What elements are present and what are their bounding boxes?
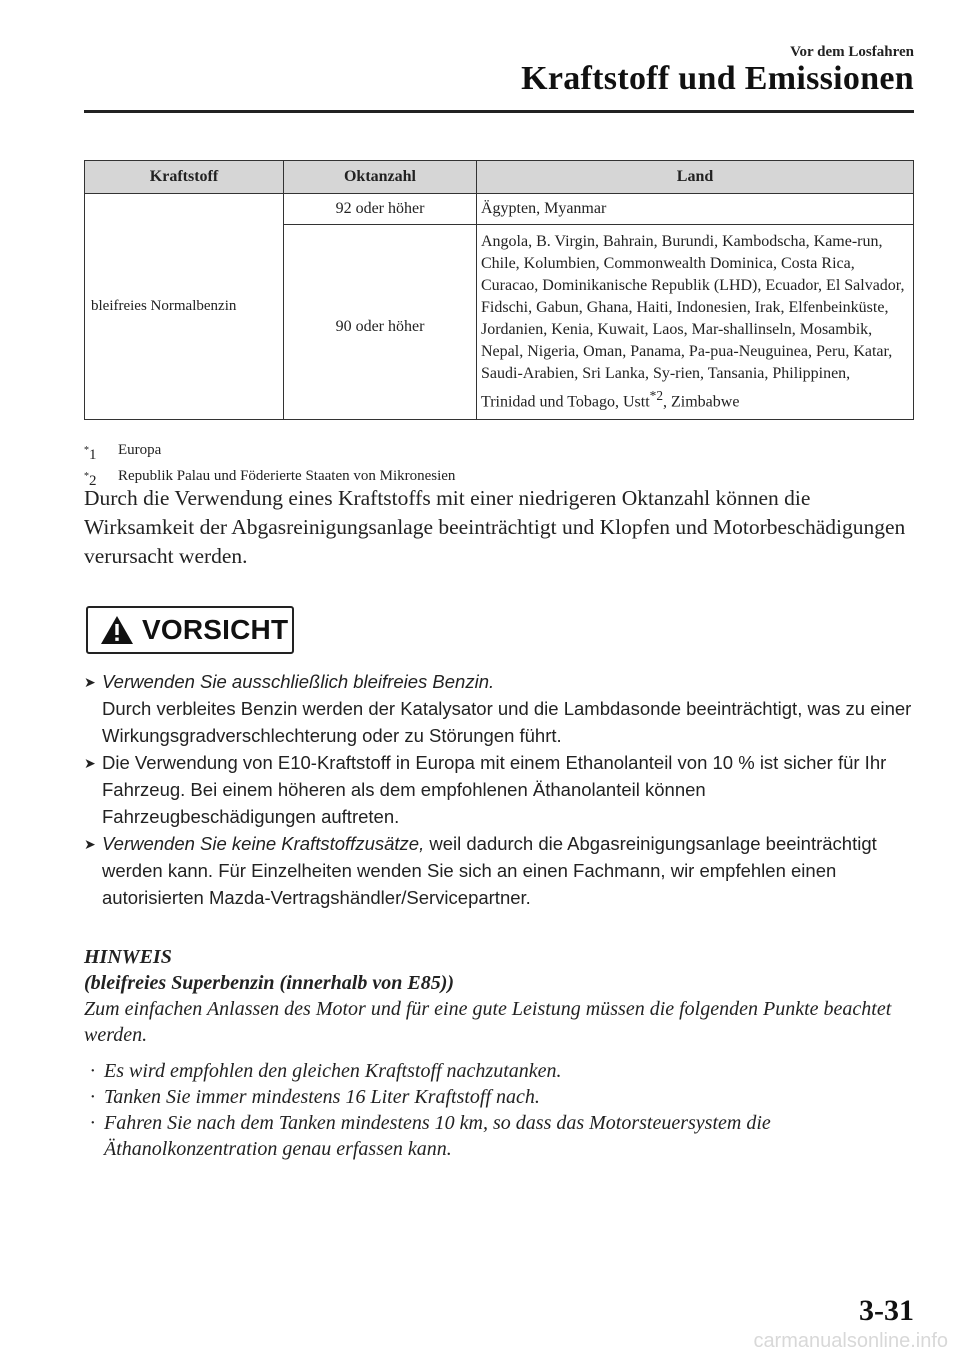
arrow-right-icon: ➤: [84, 674, 96, 690]
warning-badge: [86, 606, 294, 654]
caution-text: Die Verwendung von E10-Kraftstoff in Europa mit einem Ethanolanteil von 10 % ist sicher für Ihr Fahrzeug. Bei einem höheren als dem empfohlenen Äthanolanteil können Fahrzeugbeschädigungen auftreten.: [102, 752, 887, 827]
arrow-right-icon: ➤: [84, 755, 96, 771]
octane-cell: 92 oder höher: [284, 194, 477, 225]
octane-cell: 90 oder höher: [284, 225, 477, 420]
caution-item: [84, 668, 914, 749]
table-header-row: [85, 161, 914, 194]
note-text: Zum einfachen Anlassen des Motor und für eine gute Leistung müssen die folgenden Punkte beachtet werden.: [84, 998, 892, 1046]
fuel-octane-table: [84, 160, 914, 420]
column-header-fuel: Kraftstoff: [85, 161, 284, 194]
country-list: Angola, B. Virgin, Bahrain, Burundi, Kambodscha, Kame-run, Chile, Kolumbien, Commonwealth Dominica, Costa Rica, Curacao, Dominikanische Republik (LHD), Ecuador, El Salvador, Fidschi, Gabun, Ghana, Haiti, Indonesien, Irak, Elfenbeinküste, Jordanien, Kenia, Kuwait, Laos, Mar-shallinseln, Mosambik, Nepal, Nigeria, Oman, Panama, Pa-pua-Neuguinea, Peru, Katar, Saudi-Arabien, Sri Lanka, Sy-rien, Tansania, Philippinen, Trinidad und Tobago, Ustt: [481, 233, 905, 411]
caution-text: Durch verbleites Benzin werden der Katalysator und die Lambdasonde beeinträchtigt, was zu einer Wirkungsgradverschlechterung oder zu Störungen führt.: [102, 698, 912, 746]
country-list-end: , Zimbabwe: [663, 393, 740, 411]
arrow-right-icon: ➤: [84, 836, 96, 852]
intro-paragraph: Durch die Verwendung eines Kraftstoffs mit einer niedrigeren Oktanzahl können die Wirksamkeit der Abgasreinigungsanlage beeinträchtigt und Klopfen und Motorbeschädigungen verursacht werden.: [84, 486, 906, 568]
caution-lead: Verwenden Sie keine Kraftstoffzusätze,: [102, 833, 425, 854]
table-row: [85, 194, 914, 225]
list-item: · Fahren Sie nach dem Tanken mindestens 10 km, so dass das Motorsteuersystem die Äthanolkonzentration genau erfassen kann.: [90, 1112, 771, 1160]
list-item: · Tanken Sie immer mindestens 16 Liter Kraftstoff nach.: [90, 1086, 540, 1108]
bullet-icon: ·: [90, 1086, 95, 1108]
fuel-cell: bleifreies Normalbenzin: [85, 194, 284, 420]
column-header-country: Land: [477, 161, 914, 194]
caution-text: weil dadurch die Abgasreinigungsanlage beeinträchtigt werden kann. Für Einzelheiten wenden Sie sich an einen Fachmann, wir empfehlen einen autorisierten Mazda-Vertragshändler/Servicepartner.: [102, 833, 877, 908]
page-number: 3-31: [859, 1294, 914, 1327]
page-title: Kraftstoff und Emissionen: [521, 60, 914, 97]
caution-item: [84, 830, 914, 911]
warning-label: VORSICHT: [142, 614, 289, 645]
caution-item: [84, 749, 914, 830]
note-section: [84, 944, 914, 1162]
note-subheading: (bleifreies Superbenzin (innerhalb von E85)): [84, 972, 455, 994]
watermark: carmanualsonline.info: [753, 1330, 948, 1352]
footnote-1: *1 Europa: [84, 440, 455, 466]
footnote-mark: *2: [649, 388, 663, 403]
section-label: Vor dem Losfahren: [790, 44, 914, 60]
column-header-octane: Oktanzahl: [284, 161, 477, 194]
footnote-text: Republik Palau und Föderierte Staaten von Mikronesien: [118, 468, 456, 484]
header-divider: [84, 110, 914, 113]
caution-lead: Verwenden Sie ausschließlich bleifreies Benzin.: [102, 671, 495, 692]
country-cell: Ägypten, Myanmar: [477, 194, 914, 225]
footnote-2: *2 Republik Palau und Föderierte Staaten von Mikronesien: [84, 466, 455, 492]
note-bullets: [84, 1058, 914, 1162]
footnote-text: Europa: [118, 442, 162, 458]
bullet-icon: ·: [90, 1060, 95, 1082]
list-item: · Es wird empfohlen den gleichen Kraftstoff nachzutanken.: [90, 1060, 562, 1082]
warning-triangle-icon: [100, 615, 134, 645]
country-cell: [477, 225, 914, 420]
bullet-icon: ·: [90, 1112, 95, 1134]
caution-list: [84, 668, 914, 911]
note-heading: HINWEIS: [84, 946, 172, 968]
